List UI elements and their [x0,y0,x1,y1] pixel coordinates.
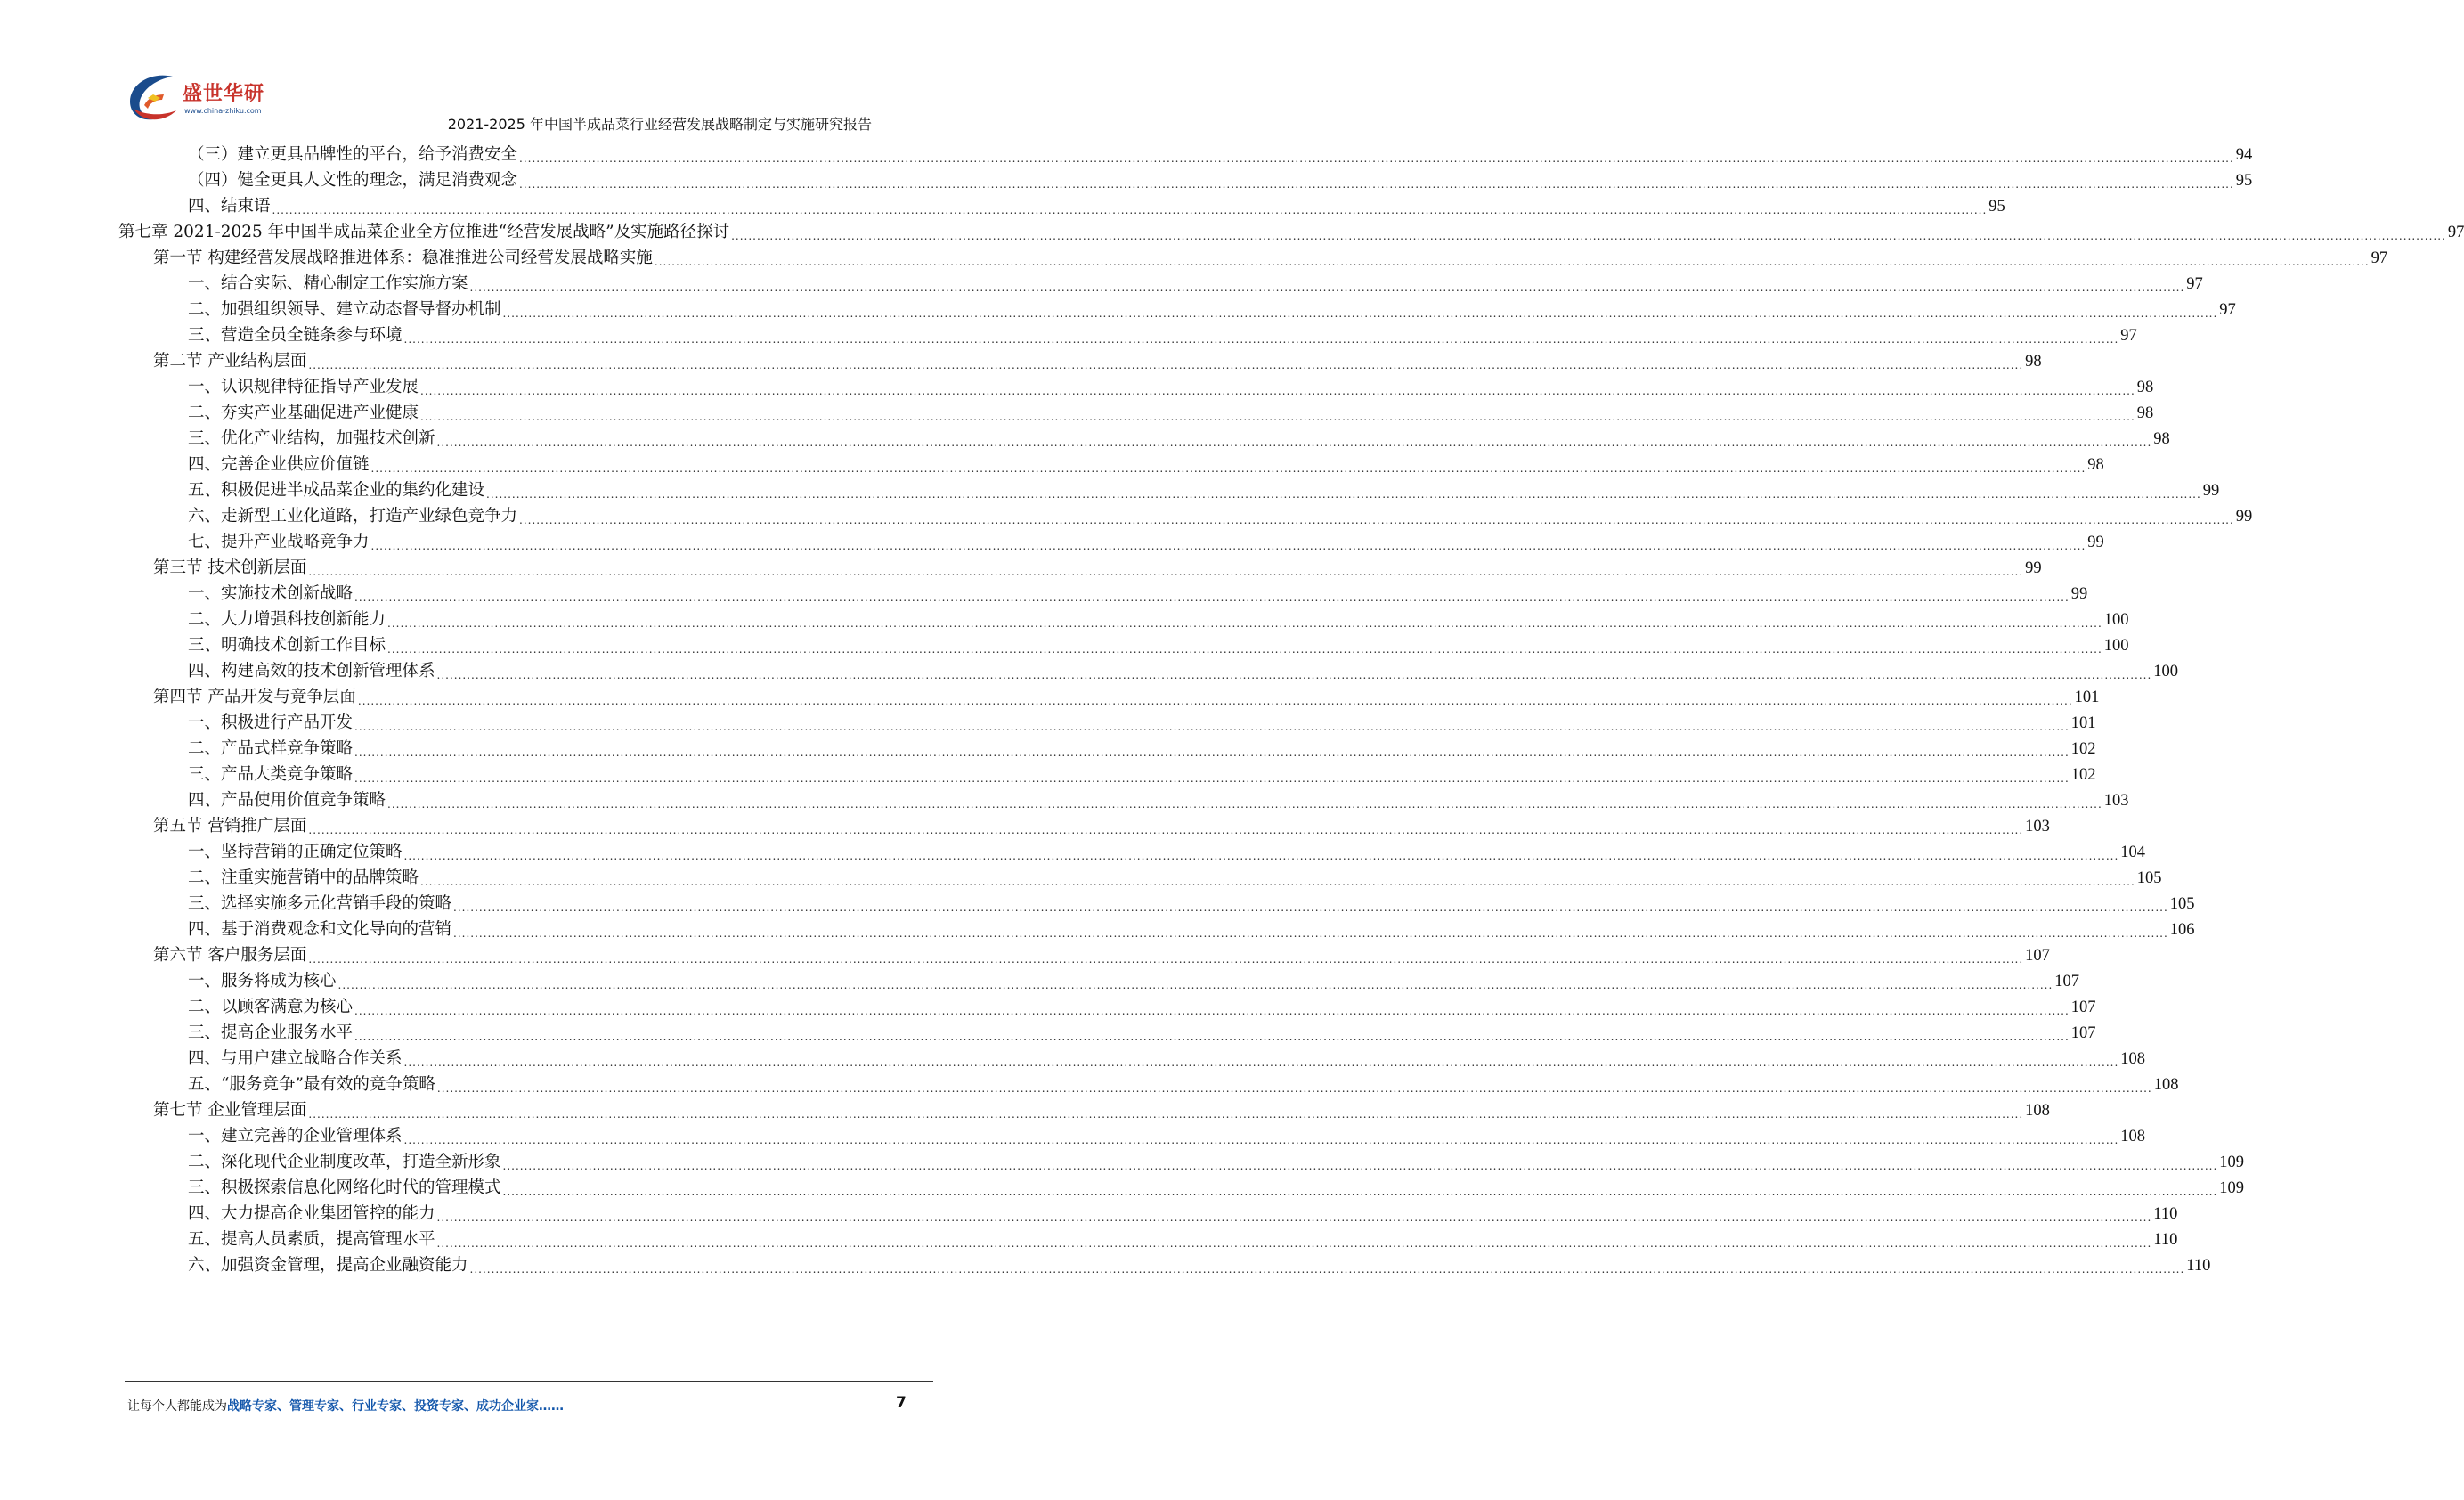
toc-entry-label: 一、认识规律特征指导产业发展 [188,378,419,396]
toc-entry-label: 第四节 产品开发与竞争层面 [153,688,356,706]
toc-entry[interactable] [188,1046,2146,1072]
toc-entry[interactable] [153,555,2042,582]
toc-leader-dots: ................................................................................................................................................................................................................................................................................................................................................................................................................ [357,695,2073,707]
toc-entry[interactable] [188,1252,2211,1279]
toc-entry-page: 108 [2120,1128,2146,1145]
toc-entry-page: 108 [2025,1102,2050,1120]
toc-leader-dots: ................................................................................................................................................................................................................................................................................................................................................................................................................ [403,850,2119,862]
toc-leader-dots: ................................................................................................................................................................................................................................................................................................................................................................................................................ [403,1134,2119,1146]
toc-entry[interactable] [188,1201,2178,1227]
toc-entry-page: 106 [2169,921,2195,939]
toc-entry-label: 二、加强组织领导、建立动态督导督办机制 [188,300,501,319]
toc-entry-page: 98 [2136,404,2154,422]
toc-entry-label: 一、坚持营销的正确定位策略 [188,843,403,861]
toc-leader-dots: ................................................................................................................................................................................................................................................................................................................................................................................................................ [519,514,2234,526]
toc-entry[interactable] [188,865,2162,892]
toc-entry[interactable] [188,607,2129,633]
toc-entry[interactable] [188,917,2195,943]
toc-entry-label: 第七章 2021-2025 年中国半成品菜企业全方位推进“经营发展战略”及实施路径探讨 [118,223,730,241]
logo-name: 盛世华研 [183,83,265,105]
toc-entry-label: 二、注重实施营销中的品牌策略 [188,868,419,887]
toc-entry[interactable] [153,245,2388,272]
toc-entry-label: 二、夯实产业基础促进产业健康 [188,404,419,422]
toc-leader-dots: ................................................................................................................................................................................................................................................................................................................................................................................................................ [502,1186,2218,1198]
toc-entry-page: 107 [2070,999,2096,1016]
toc-leader-dots: ................................................................................................................................................................................................................................................................................................................................................................................................................ [354,1005,2070,1017]
toc-leader-dots: ................................................................................................................................................................................................................................................................................................................................................................................................................ [436,1237,2152,1250]
toc-leader-dots: ................................................................................................................................................................................................................................................................................................................................................................................................................ [420,876,2135,888]
toc-entry-label: 四、与用户建立战略合作关系 [188,1049,403,1068]
toc-entry-page: 105 [2169,895,2195,913]
toc-leader-dots: ................................................................................................................................................................................................................................................................................................................................................................................................................ [420,385,2135,397]
toc-leader-dots: ................................................................................................................................................................................................................................................................................................................................................................................................................ [370,540,2086,552]
toc-entry[interactable] [188,1072,2179,1098]
toc-leader-dots: ................................................................................................................................................................................................................................................................................................................................................................................................................ [436,1082,2152,1095]
logo-url: www.china-zhiku.com [184,107,262,115]
toc-entry-label: 四、构建高效的技术创新管理体系 [188,662,435,681]
toc-entry-page: 107 [2054,973,2080,990]
toc-entry-page: 98 [2153,430,2170,448]
toc-leader-dots: ................................................................................................................................................................................................................................................................................................................................................................................................................ [354,721,2070,733]
toc-leader-dots: ................................................................................................................................................................................................................................................................................................................................................................................................................ [354,746,2070,759]
toc-leader-dots: ................................................................................................................................................................................................................................................................................................................................................................................................................ [337,979,2053,991]
toc-entry-page: 97 [2447,224,2464,241]
toc-entry-page: 109 [2219,1179,2245,1197]
report-title: 2021-2025 年中国半成品菜行业经营发展战略制定与实施研究报告 [447,116,872,133]
toc-entry-page: 99 [2025,559,2042,577]
toc-leader-dots: ................................................................................................................................................................................................................................................................................................................................................................................................................ [387,798,2102,811]
toc-entry-label: 三、明确技术创新工作目标 [188,636,386,655]
toc-entry-page: 98 [2025,353,2042,371]
toc-leader-dots: ................................................................................................................................................................................................................................................................................................................................................................................................................ [308,1108,2024,1121]
toc-entry-page: 95 [1988,198,2005,216]
toc-leader-dots: ................................................................................................................................................................................................................................................................................................................................................................................................................ [387,617,2102,630]
toc-entry[interactable] [153,942,2050,969]
toc-leader-dots: ................................................................................................................................................................................................................................................................................................................................................................................................................ [453,901,2168,914]
toc-entry-label: 二、产品式样竞争策略 [188,739,354,758]
toc-entry-page: 110 [2186,1257,2211,1275]
toc-entry-label: 第一节 构建经营发展战略推进体系：稳准推进公司经营发展战略实施 [153,249,653,267]
toc-entry[interactable] [188,968,2080,995]
toc-entry[interactable] [188,322,2137,349]
toc-entry-label: 七、提升产业战略竞争力 [188,533,370,551]
toc-leader-dots: ................................................................................................................................................................................................................................................................................................................................................................................................................ [308,953,2024,966]
toc-leader-dots: ................................................................................................................................................................................................................................................................................................................................................................................................................ [403,333,2119,346]
toc-entry-page: 110 [2153,1205,2178,1223]
footer-slogan [127,1397,564,1414]
toc-leader-dots: ................................................................................................................................................................................................................................................................................................................................................................................................................ [486,488,2201,501]
toc-entry[interactable] [188,710,2096,737]
toc-entry-label: 五、积极促进半成品菜企业的集约化建设 [188,481,485,500]
toc-entry-page: 103 [2025,818,2050,836]
toc-entry[interactable] [188,400,2154,427]
toc-entry[interactable] [153,348,2042,375]
toc-entry-page: 104 [2120,844,2146,861]
toc-entry-page: 108 [2120,1050,2146,1068]
toc-leader-dots: ................................................................................................................................................................................................................................................................................................................................................................................................................ [519,152,2234,165]
toc-entry-page: 97 [2219,301,2236,319]
toc-entry-page: 97 [2120,327,2137,345]
logo-swoosh-icon [125,71,182,125]
toc-leader-dots: ................................................................................................................................................................................................................................................................................................................................................................................................................ [272,204,1988,216]
toc-entry-page: 100 [2153,663,2179,681]
toc-entry[interactable] [153,1097,2050,1124]
toc-entry-label: 第五节 营销推广层面 [153,817,307,836]
toc-entry-label: 第七节 企业管理层面 [153,1101,307,1120]
toc-entry[interactable] [188,271,2203,298]
toc-leader-dots: ................................................................................................................................................................................................................................................................................................................................................................................................................ [436,669,2152,681]
toc-entry[interactable] [188,142,2253,168]
toc-leader-dots: ................................................................................................................................................................................................................................................................................................................................................................................................................ [731,230,2446,242]
toc-entry[interactable] [188,529,2104,556]
toc-entry-label: 四、结束语 [188,197,271,216]
toc-leader-dots: ................................................................................................................................................................................................................................................................................................................................................................................................................ [354,772,2070,785]
toc-entry-label: 四、产品使用价值竞争策略 [188,791,386,810]
toc-entry-page: 95 [2235,172,2253,190]
toc-entry-label: 一、积极进行产品开发 [188,713,354,732]
toc-entry-page: 99 [2202,482,2220,500]
toc-entry[interactable] [188,477,2220,504]
toc-entry-label: 一、服务将成为核心 [188,972,337,990]
toc-entry-page: 102 [2070,766,2096,784]
toc-entry-label: 一、建立完善的企业管理体系 [188,1127,403,1145]
toc-entry[interactable] [188,426,2170,452]
toc-entry-label: 二、以顾客满意为核心 [188,998,354,1016]
toc-entry-label: 三、营造全员全链条参与环境 [188,326,403,345]
toc-leader-dots: ................................................................................................................................................................................................................................................................................................................................................................................................................ [469,1263,2185,1276]
toc-entry-page: 107 [2025,947,2050,965]
toc-entry-page: 101 [2074,689,2100,706]
toc-entry-label: 第三节 技术创新层面 [153,558,307,577]
toc-entry[interactable] [188,1175,2245,1202]
logo [125,71,303,134]
toc-entry-label: 四、基于消费观念和文化导向的营销 [188,920,452,939]
toc-entry[interactable] [188,452,2104,478]
toc-entry-label: 五、提高人员素质，提高管理水平 [188,1230,435,1249]
toc-entry[interactable] [188,762,2096,788]
toc-entry-label: 一、结合实际、精心制定工作实施方案 [188,274,468,293]
toc-entry-label: 第六节 客户服务层面 [153,946,307,965]
toc-leader-dots: ................................................................................................................................................................................................................................................................................................................................................................................................................ [403,1056,2119,1069]
toc-entry-label: 第二节 产业结构层面 [153,352,307,371]
toc-entry-label: 三、优化产业结构，加强技术创新 [188,429,435,448]
toc-entry[interactable] [188,193,2005,220]
toc-leader-dots: ................................................................................................................................................................................................................................................................................................................................................................................................................ [453,927,2168,940]
toc-entry-page: 102 [2070,740,2096,758]
toc-entry-page: 100 [2103,637,2129,655]
toc-leader-dots: ................................................................................................................................................................................................................................................................................................................................................................................................................ [308,566,2024,578]
toc-entry-label: 三、选择实施多元化营销手段的策略 [188,894,452,913]
toc-entry[interactable] [188,658,2179,685]
toc-entry-page: 97 [2186,275,2203,293]
toc-leader-dots: ................................................................................................................................................................................................................................................................................................................................................................................................................ [354,1031,2070,1043]
toc-entry-label: 三、产品大类竞争策略 [188,765,354,784]
toc-entry[interactable] [153,813,2050,840]
toc-entry-page: 98 [2136,379,2154,396]
toc-entry-page: 99 [2070,585,2088,603]
toc-entry-page: 99 [2087,534,2104,551]
toc-entry-page: 99 [2235,508,2253,526]
toc-entry[interactable] [188,1123,2146,1150]
toc-leader-dots: ................................................................................................................................................................................................................................................................................................................................................................................................................ [436,436,2152,449]
footer-divider [125,1381,933,1382]
footer-prefix: 让每个人都能成为 [127,1399,227,1414]
toc-entry[interactable] [118,219,2464,246]
toc-entry[interactable] [188,787,2129,814]
toc-entry-page: 105 [2136,869,2162,887]
toc-entry-page: 110 [2153,1231,2178,1249]
toc-leader-dots: ................................................................................................................................................................................................................................................................................................................................................................................................................ [308,824,2024,836]
page-header [0,0,1061,143]
toc-entry[interactable] [188,1227,2178,1253]
toc-leader-dots: ................................................................................................................................................................................................................................................................................................................................................................................................................ [387,643,2102,656]
toc-leader-dots: ................................................................................................................................................................................................................................................................................................................................................................................................................ [654,256,2370,268]
toc-entry[interactable] [188,1149,2245,1176]
toc-entry-label: 五、“服务竞争”最有效的竞争策略 [188,1075,435,1094]
toc-leader-dots: ................................................................................................................................................................................................................................................................................................................................................................................................................ [308,359,2024,371]
toc-entry-page: 109 [2219,1154,2245,1171]
toc-entry[interactable] [188,736,2096,762]
toc-entry-label: （三）建立更具品牌性的平台，给予消费安全 [188,145,518,164]
toc-entry-label: 三、积极探索信息化网络化时代的管理模式 [188,1178,501,1197]
toc-entry[interactable] [188,994,2096,1021]
toc-leader-dots: ................................................................................................................................................................................................................................................................................................................................................................................................................ [354,591,2070,604]
toc-leader-dots: ................................................................................................................................................................................................................................................................................................................................................................................................................ [469,281,2185,294]
toc-entry-label: 二、深化现代企业制度改革，打造全新形象 [188,1153,501,1171]
toc-leader-dots: ................................................................................................................................................................................................................................................................................................................................................................................................................ [519,178,2234,191]
toc-entry-page: 107 [2070,1024,2096,1042]
toc-entry-page: 100 [2103,611,2129,629]
toc-entry-page: 97 [2370,249,2388,267]
toc-entry-page: 101 [2070,714,2096,732]
toc-entry-page: 103 [2103,792,2129,810]
toc-leader-dots: ................................................................................................................................................................................................................................................................................................................................................................................................................ [502,307,2218,320]
toc-entry-label: 一、实施技术创新战略 [188,584,354,603]
toc-entry-label: 六、加强资金管理，提高企业融资能力 [188,1256,468,1275]
toc-entry[interactable] [188,297,2236,323]
toc-entry-page: 108 [2153,1076,2179,1094]
toc-entry-label: 四、完善企业供应价值链 [188,455,370,474]
toc-entry-label: 三、提高企业服务水平 [188,1023,354,1042]
toc-entry-label: （四）健全更具人文性的理念，满足消费观念 [188,171,518,190]
toc-leader-dots: ................................................................................................................................................................................................................................................................................................................................................................................................................ [502,1160,2218,1172]
toc-entry-page: 98 [2087,456,2104,474]
toc-leader-dots: ................................................................................................................................................................................................................................................................................................................................................................................................................ [420,411,2135,423]
toc-entry[interactable] [188,1020,2096,1047]
page-number: 7 [896,1394,907,1412]
toc-entry[interactable] [188,503,2253,530]
toc-entry[interactable] [188,581,2088,607]
toc-entry-label: 二、大力增强科技创新能力 [188,610,386,629]
toc-entry[interactable] [188,374,2154,401]
toc-entry[interactable] [153,684,2100,711]
toc-entry-label: 四、大力提高企业集团管控的能力 [188,1204,435,1223]
toc-leader-dots: ................................................................................................................................................................................................................................................................................................................................................................................................................ [436,1211,2152,1224]
toc-entry-page: 94 [2235,146,2253,164]
footer-roles: 战略专家、管理专家、行业专家、投资专家、成功企业家…… [227,1399,564,1414]
toc-leader-dots: ................................................................................................................................................................................................................................................................................................................................................................................................................ [370,462,2086,475]
toc-entry-label: 六、走新型工业化道路，打造产业绿色竞争力 [188,507,518,526]
toc-entry[interactable] [188,891,2195,917]
toc-entry[interactable] [188,839,2146,866]
toc-entry[interactable] [188,632,2129,659]
toc-entry[interactable] [188,167,2253,194]
